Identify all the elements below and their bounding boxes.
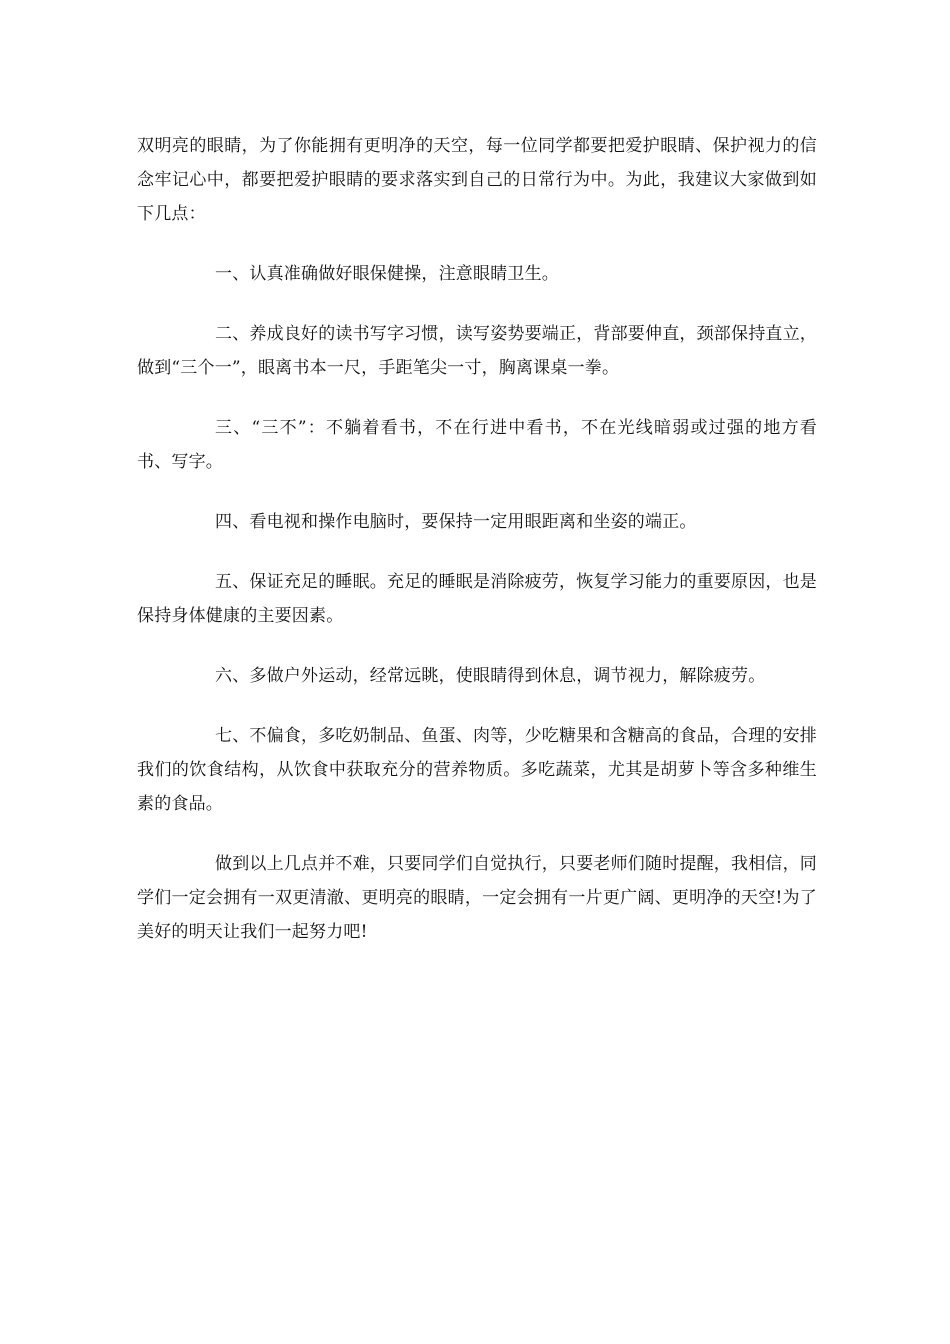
paragraph-point-4: 四、看电视和操作电脑时，要保持一定用眼距离和坐姿的端正。	[215, 512, 697, 532]
paragraph-point-1: 一、认真准确做好眼保健操，注意眼睛卫生。	[215, 264, 559, 284]
paragraph-point-6: 六、多做户外运动，经常远眺，使眼睛得到休息，调节视力，解除疲劳。	[215, 666, 766, 686]
document-body	[137, 129, 817, 975]
paragraph-point-3: 三、“三不”：不躺着看书，不在行进中看书，不在光线暗弱或过强的地方看书、写字。	[137, 418, 817, 472]
paragraph-point-7: 七、不偏食，多吃奶制品、鱼蛋、肉等，少吃糖果和含糖高的食品，合理的安排我们的饮食结构，从饮食中获取充分的营养物质。多吃蔬菜，尤其是胡萝卜等含多种维生素的食品。	[137, 726, 817, 814]
paragraph-point-5: 五、保证充足的睡眠。充足的睡眠是消除疲劳，恢复学习能力的重要原因，也是保持身体健康的主要因素。	[137, 572, 817, 626]
paragraph-point-2: 二、养成良好的读书写字习惯，读写姿势要端正，背部要伸直，颈部保持直立，做到“三个一”，眼离书本一尺，手距笔尖一寸，胸离课桌一拳。	[137, 324, 817, 378]
paragraph-conclusion: 做到以上几点并不难，只要同学们自觉执行，只要老师们随时提醒，我相信，同学们一定会拥有一双更清澈、更明亮的眼睛，一定会拥有一片更广阔、更明净的天空!为了美好的明天让我们一起努力吧!	[137, 854, 817, 942]
paragraph-intro: 双明亮的眼睛，为了你能拥有更明净的天空，每一位同学都要把爱护眼睛、保护视力的信念牢记心中，都要把爱护眼睛的要求落实到自己的日常行为中。为此，我建议大家做到如下几点：	[137, 136, 817, 224]
